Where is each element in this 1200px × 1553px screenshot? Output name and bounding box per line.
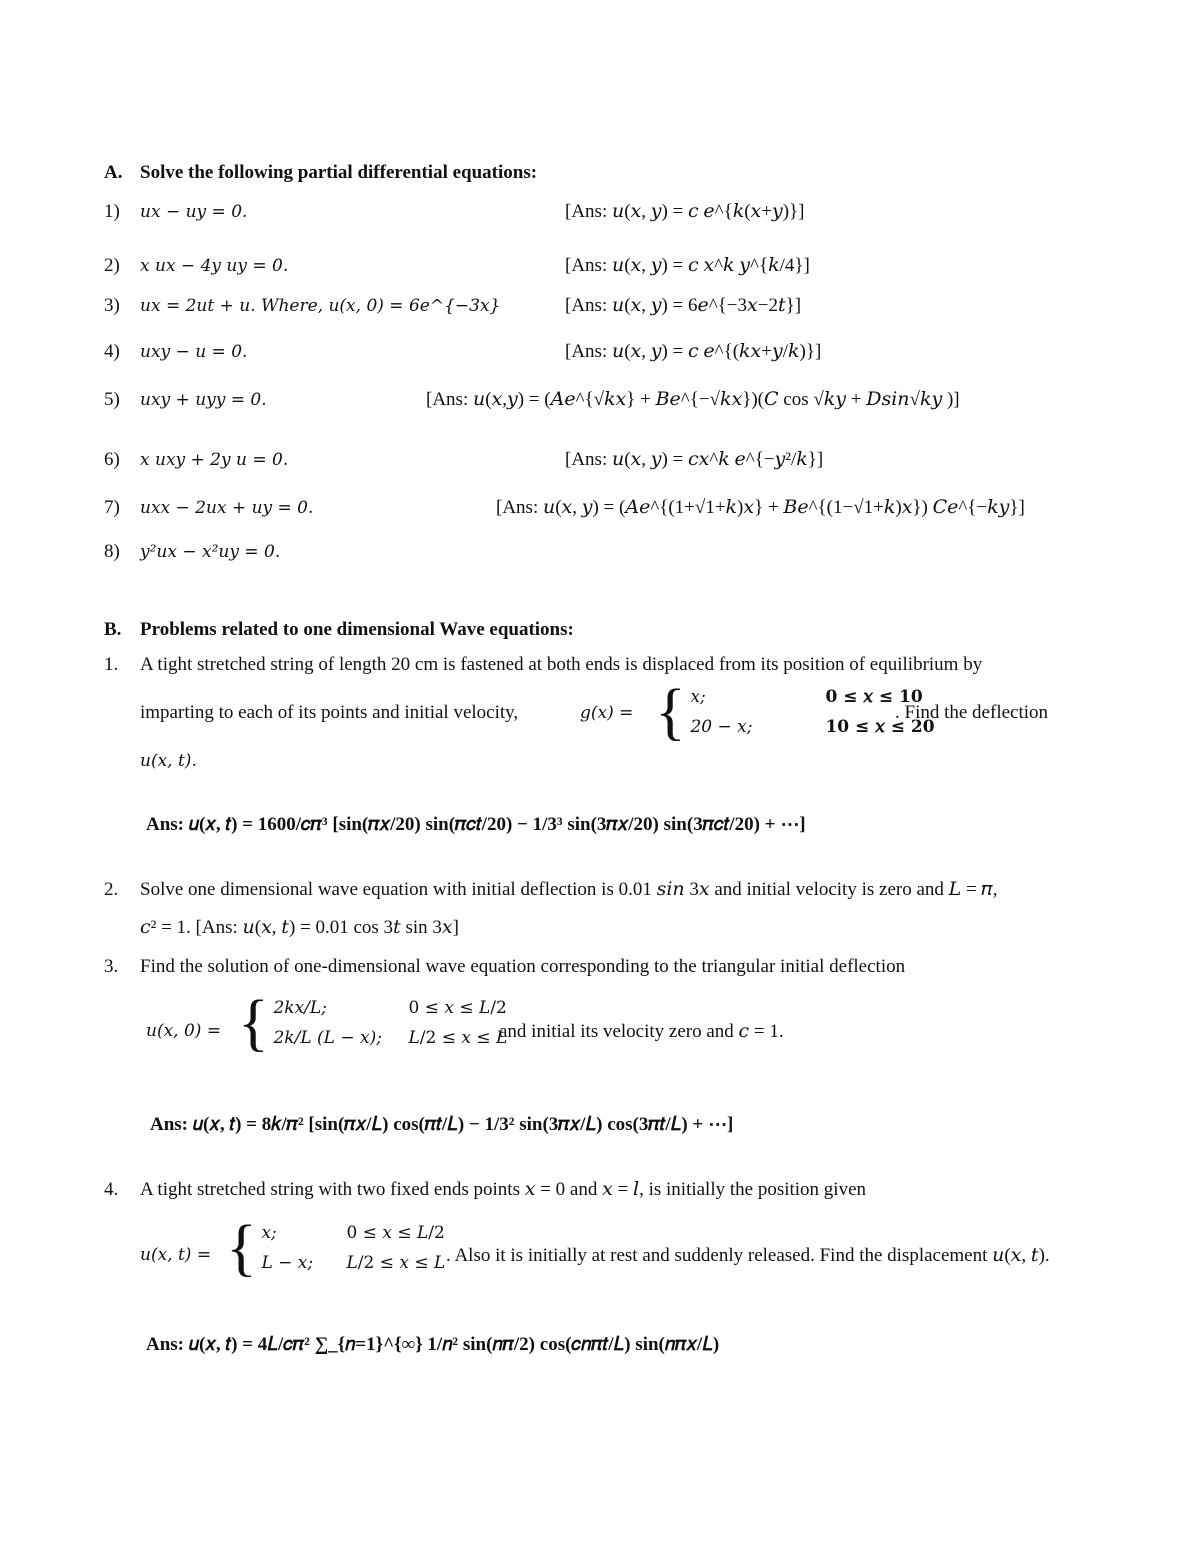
problem-number: 2. bbox=[104, 879, 119, 900]
a-answer-5: [Ans: 𝑢(𝑥,𝑦) = (𝐴𝑒^{√𝑘𝑥} + 𝐵𝑒^{−√𝑘𝑥})(𝐶 cos √𝑘𝑦 + 𝐷𝑠𝑖𝑛√𝑘𝑦 )] bbox=[426, 389, 960, 410]
b-problem-3-cases bbox=[238, 986, 508, 1058]
problem-number: 3. bbox=[104, 956, 119, 977]
b-problem-1-gx bbox=[580, 703, 633, 724]
item-number: 6) bbox=[104, 449, 120, 470]
equation: 𝑢𝑥𝑥 − 2𝑢𝑥 + 𝑢𝑦 = 0. bbox=[140, 498, 314, 518]
case-condition: 0 ≤ 𝑥 ≤ 10 bbox=[825, 687, 923, 707]
equation: 𝑢𝑥 = 2𝑢𝑡 + 𝑢. Where, 𝑢(𝑥, 0) = 6𝑒^{−3𝑥} bbox=[140, 296, 501, 316]
case-expression: 2𝑘/𝐿 (𝐿 − 𝑥); bbox=[273, 1028, 382, 1048]
a-item-5 bbox=[104, 390, 267, 411]
case-condition: 𝐿/2 ≤ 𝑥 ≤ 𝐿 bbox=[408, 1028, 508, 1048]
left-brace: { bbox=[655, 675, 686, 747]
section-b-title: Problems related to one dimensional Wave equations: bbox=[140, 619, 574, 640]
b-problem-2 bbox=[104, 880, 998, 901]
a-item-4 bbox=[104, 342, 247, 363]
left-brace: { bbox=[226, 1211, 257, 1283]
a-item-7 bbox=[104, 498, 313, 519]
item-number: 4) bbox=[104, 341, 120, 362]
b-problem-4-cases bbox=[226, 1211, 446, 1283]
a-answer-3: [Ans: 𝑢(𝑥, 𝑦) = 6𝑒^{−3𝑥−2𝑡}] bbox=[565, 295, 802, 316]
case-expression: 2𝑘𝑥/𝐿; bbox=[273, 998, 327, 1018]
a-answer-6: [Ans: 𝑢(𝑥, 𝑦) = 𝑐𝑥^𝑘 𝑒^{−𝑦²/𝑘}] bbox=[565, 449, 824, 470]
case-condition: 0 ≤ 𝑥 ≤ 𝐿/2 bbox=[346, 1223, 445, 1243]
b-problem-1 bbox=[104, 655, 982, 676]
problem-text: A tight stretched string with two fixed ends points 𝑥 = 0 and 𝑥 = 𝑙, is initially the position given bbox=[140, 1179, 867, 1200]
item-number: 1) bbox=[104, 201, 120, 222]
a-item-3 bbox=[104, 296, 500, 317]
a-answer-7: [Ans: 𝑢(𝑥, 𝑦) = (𝐴𝑒^{(1+√1+𝑘)𝑥} + 𝐵𝑒^{(1−√1+𝑘)𝑥}) 𝐶𝑒^{−𝑘𝑦}] bbox=[496, 497, 1025, 518]
equation: 𝑢𝑥𝑦 − 𝑢 = 0. bbox=[140, 342, 248, 362]
section-b-heading bbox=[104, 620, 574, 641]
b-problem-3-answer: Ans: 𝑢(𝑥, 𝑡) = 8𝑘/𝜋² [sin(𝜋𝑥/𝐿) cos(𝜋𝑡/𝐿) − 1/3² sin(3𝜋𝑥/𝐿) cos(3𝜋𝑡/𝐿) + ⋯] bbox=[150, 1114, 734, 1135]
a-item-6 bbox=[104, 450, 288, 471]
a-item-8 bbox=[104, 542, 280, 563]
problem-number: 1. bbox=[104, 654, 119, 675]
b-problem-1-answer: Ans: 𝑢(𝑥, 𝑡) = 1600/𝑐𝜋³ [sin(𝜋𝑥/20) sin(𝜋𝑐𝑡/20) − 1/3³ sin(3𝜋𝑥/20) sin(3𝜋𝑐𝑡/20) + ⋯] bbox=[146, 814, 806, 835]
problem-text: imparting to each of its points and initial velocity, bbox=[140, 702, 519, 723]
equation: 𝑥 𝑢𝑥 − 4𝑦 𝑢𝑦 = 0. bbox=[140, 256, 289, 276]
item-number: 7) bbox=[104, 497, 120, 518]
case-condition: 0 ≤ 𝑥 ≤ 𝐿/2 bbox=[408, 998, 507, 1018]
item-number: 3) bbox=[104, 295, 120, 316]
case-condition: 𝐿/2 ≤ 𝑥 ≤ 𝐿 bbox=[346, 1253, 446, 1273]
b-problem-4-answer: Ans: 𝑢(𝑥, 𝑡) = 4𝐿/𝑐𝜋² ∑_{𝑛=1}^{∞} 1/𝑛² sin(𝑛𝜋/2) cos(𝑐𝑛𝜋𝑡/𝐿) sin(𝑛𝜋𝑥/𝐿) bbox=[146, 1334, 720, 1355]
b-problem-3-lhs: 𝑢(𝑥, 0) = bbox=[146, 1021, 222, 1041]
case-expression: 𝐿 − 𝑥; bbox=[261, 1253, 314, 1273]
problem-text: A tight stretched string of length 20 cm is fastened at both ends is displaced from its position of equilibrium by bbox=[140, 654, 983, 675]
b-problem-4 bbox=[104, 1180, 866, 1201]
item-number: 5) bbox=[104, 389, 120, 410]
a-item-2 bbox=[104, 256, 288, 277]
section-a-label: A. bbox=[104, 162, 123, 183]
b-problem-1-tail: . Find the deflection bbox=[895, 702, 1049, 723]
a-answer-4: [Ans: 𝑢(𝑥, 𝑦) = 𝑐 𝑒^{(𝑘𝑥+𝑦/𝑘)}] bbox=[565, 341, 822, 362]
a-answer-1: [Ans: 𝑢(𝑥, 𝑦) = 𝑐 𝑒^{𝑘(𝑥+𝑦)}] bbox=[565, 201, 805, 222]
piecewise bbox=[261, 1218, 445, 1278]
case-expression: 20 − 𝑥; bbox=[690, 717, 753, 737]
problem-text: Find the solution of one-dimensional wave equation corresponding to the triangular initial deflection bbox=[140, 956, 906, 977]
b-problem-3 bbox=[104, 957, 905, 978]
equation: 𝑥 𝑢𝑥𝑦 + 2𝑦 𝑢 = 0. bbox=[140, 450, 289, 470]
case-expression: 𝑥; bbox=[261, 1223, 277, 1243]
b-problem-1-line2 bbox=[140, 703, 518, 724]
case-condition: 10 ≤ 𝑥 ≤ 20 bbox=[825, 717, 935, 737]
b-problem-2-line2: 𝑐² = 1. [Ans: 𝑢(𝑥, 𝑡) = 0.01 cos 3𝑡 sin 3𝑥] bbox=[140, 917, 459, 938]
b-problem-1-cases bbox=[655, 675, 935, 747]
left-brace: { bbox=[238, 986, 269, 1058]
b-problem-1-line3: 𝑢(𝑥, 𝑡). bbox=[140, 751, 197, 771]
piecewise bbox=[273, 993, 507, 1053]
section-a-heading bbox=[104, 163, 537, 184]
section-a-title: Solve the following partial differential equations: bbox=[140, 162, 538, 183]
b-problem-3-tail: and initial its velocity zero and 𝑐 = 1. bbox=[499, 1021, 784, 1042]
equation: 𝑦²𝑢𝑥 − 𝑥²𝑢𝑦 = 0. bbox=[140, 542, 281, 562]
problem-number: 4. bbox=[104, 1179, 119, 1200]
item-number: 8) bbox=[104, 541, 120, 562]
case-expression: 𝑥; bbox=[690, 687, 706, 707]
gx-label: 𝑔(𝑥) = bbox=[580, 703, 634, 723]
section-b-label: B. bbox=[104, 619, 122, 640]
equation: 𝑢𝑥𝑦 + 𝑢𝑦𝑦 = 0. bbox=[140, 390, 267, 410]
item-number: 2) bbox=[104, 255, 120, 276]
b-problem-4-lhs: 𝑢(𝑥, 𝑡) = bbox=[140, 1245, 212, 1265]
a-answer-2: [Ans: 𝑢(𝑥, 𝑦) = 𝑐 𝑥^𝑘 𝑦^{𝑘/4}] bbox=[565, 255, 810, 276]
problem-text: Solve one dimensional wave equation with initial deflection is 0.01 𝑠𝑖𝑛 3𝑥 and initial velocity is zero and 𝐿 = 𝜋, bbox=[140, 879, 998, 900]
equation: 𝑢𝑥 − 𝑢𝑦 = 0. bbox=[140, 202, 248, 222]
b-problem-4-tail: . Also it is initially at rest and suddenly released. Find the displacement 𝑢(𝑥, 𝑡). bbox=[446, 1245, 1050, 1266]
a-item-1 bbox=[104, 202, 247, 223]
